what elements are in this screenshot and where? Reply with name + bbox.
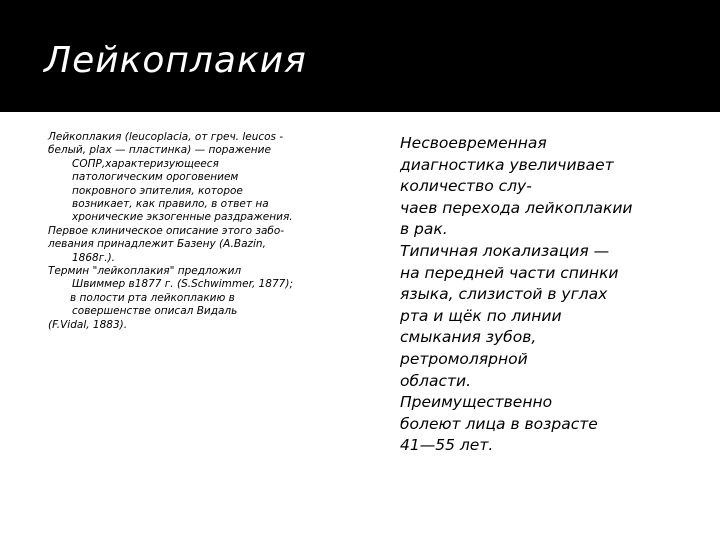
left-text-line: левания принадлежит Базену (A.Bazin, [48,238,266,251]
right-text-line: 41—55 лет. [400,436,494,455]
left-text-line: в полости рта лейкоплакию в [70,291,235,304]
left-text-line: Швиммер в1877 г. (S.Schwimmer, 1877); [72,278,293,291]
right-text-line: болеют лица в возрасте [400,414,598,433]
left-text-line: Термин "лейкоплакия" предложил [48,265,242,278]
left-text-line: совершенстве описал Видаль [72,305,238,318]
right-text-line: языка, слизистой в углах [400,285,608,304]
right-text-line: Типичная локализация — [400,241,610,260]
right-text-line: ретромолярной [400,349,528,368]
right-text-line: рта и щёк по линии [400,306,562,325]
left-text-line: белый, plax — пластинка) — поражение [48,144,271,157]
left-text-line: хронические экзогенные раздражения. [72,211,293,224]
right-text-line: в рак. [400,220,448,239]
right-text-line: Преимущественно [400,393,553,412]
left-text-column [48,131,358,332]
right-text-column [400,133,700,457]
title-bar [0,0,720,112]
left-text-line: возникает, как правило, в ответ на [72,198,269,211]
left-text-line: 1868г.). [72,251,116,264]
right-text-line: количество слу- [400,177,532,196]
right-text-line: смыкания зубов, [400,328,537,347]
right-text-line: Несвоевременная [400,134,547,152]
slide-title: Лейкоплакия [44,40,307,81]
left-text-line: патологическим ороговением [72,171,239,184]
right-text-line: на передней части спинки [400,263,619,282]
left-text-line: (F.Vidal, 1883). [48,318,128,331]
left-text-line: Лейкоплакия (leucoplacia, от греч. leucos - [48,131,284,143]
left-text-line: покровного эпителия, которое [72,184,243,197]
right-text-line: чаев перехода лейкоплакии [400,198,633,217]
right-text-line: области. [400,371,471,390]
right-text-line: диагностика увеличивает [400,155,614,174]
left-text-line: СОПР,характеризующееся [72,157,219,170]
left-text-line: Первое клиническое описание этого забо- [48,224,285,237]
